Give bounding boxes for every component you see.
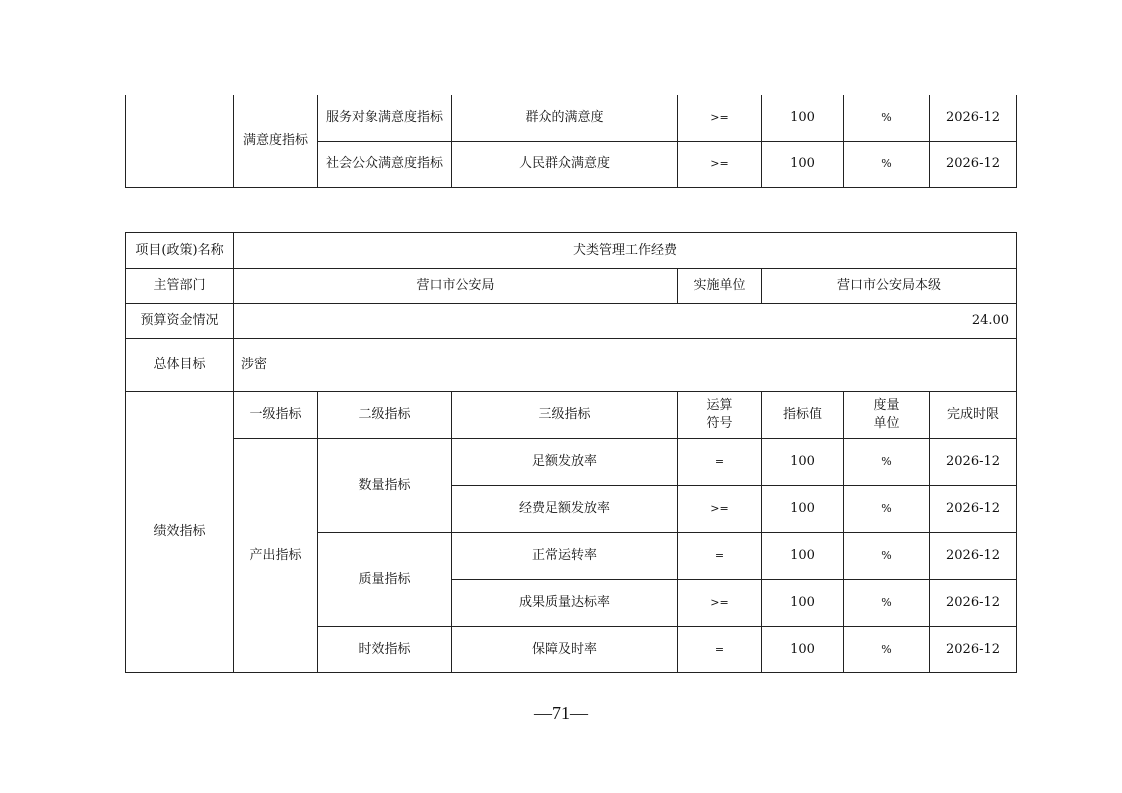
header-operator: 运算 符号 <box>678 392 762 439</box>
dept-label: 主管部门 <box>126 269 234 304</box>
output-level1: 产出指标 <box>234 439 318 673</box>
deadline-cell: 2026-12 <box>930 439 1017 486</box>
header-level2: 二级指标 <box>318 392 452 439</box>
value-cell: 100 <box>762 439 844 486</box>
operator-cell: = <box>678 439 762 486</box>
goal-value: 涉密 <box>234 339 1017 392</box>
indicator-cell: 经费足额发放率 <box>452 486 678 533</box>
deadline-cell: 2026-12 <box>930 486 1017 533</box>
dept-value: 营口市公安局 <box>234 269 678 304</box>
project-table <box>125 232 1017 673</box>
impl-label: 实施单位 <box>678 269 762 304</box>
indicator-cell: 保障及时率 <box>452 627 678 673</box>
unit-cell: % <box>844 486 930 533</box>
indicator-cell: 成果质量达标率 <box>452 580 678 627</box>
deadline-cell: 2026-12 <box>930 141 1017 187</box>
operator-cell: = <box>678 533 762 580</box>
unit-cell: % <box>844 439 930 486</box>
deadline-cell: 2026-12 <box>930 627 1017 673</box>
indicator-cell: 群众的满意度 <box>452 95 678 141</box>
header-value: 指标值 <box>762 392 844 439</box>
level3-cell: 社会公众满意度指标 <box>318 141 452 187</box>
header-level3: 三级指标 <box>452 392 678 439</box>
unit-cell: % <box>844 141 930 187</box>
header-level1: 一级指标 <box>234 392 318 439</box>
level3-cell: 服务对象满意度指标 <box>318 95 452 141</box>
satisfaction-level2: 满意度指标 <box>234 95 318 187</box>
goal-label: 总体目标 <box>126 339 234 392</box>
value-cell: 100 <box>762 486 844 533</box>
impl-value: 营口市公安局本级 <box>762 269 1017 304</box>
operator-cell: >= <box>678 141 762 187</box>
indicator-cell: 正常运转率 <box>452 533 678 580</box>
budget-value: 24.00 <box>234 304 1017 339</box>
operator-cell: >= <box>678 95 762 141</box>
unit-cell: % <box>844 580 930 627</box>
unit-cell: % <box>844 533 930 580</box>
indicator-cell: 人民群众满意度 <box>452 141 678 187</box>
time-group: 时效指标 <box>318 627 452 673</box>
project-name-value: 犬类管理工作经费 <box>234 233 1017 269</box>
budget-label: 预算资金情况 <box>126 304 234 339</box>
operator-cell: >= <box>678 580 762 627</box>
header-unit: 度量 单位 <box>844 392 930 439</box>
header-deadline: 完成时限 <box>930 392 1017 439</box>
unit-cell: % <box>844 627 930 673</box>
perf-label: 绩效指标 <box>126 392 234 673</box>
deadline-cell: 2026-12 <box>930 580 1017 627</box>
value-cell: 100 <box>762 627 844 673</box>
unit-cell: % <box>844 95 930 141</box>
value-cell: 100 <box>762 533 844 580</box>
value-cell: 100 <box>762 95 844 141</box>
quality-group: 质量指标 <box>318 533 452 627</box>
value-cell: 100 <box>762 580 844 627</box>
deadline-cell: 2026-12 <box>930 95 1017 141</box>
value-cell: 100 <box>762 141 844 187</box>
operator-cell: >= <box>678 486 762 533</box>
page-number: —71— <box>534 703 588 723</box>
satisfaction-table <box>125 95 1017 188</box>
operator-cell: = <box>678 627 762 673</box>
project-name-label: 项目(政策)名称 <box>126 233 234 269</box>
quantity-group: 数量指标 <box>318 439 452 533</box>
deadline-cell: 2026-12 <box>930 533 1017 580</box>
empty-level1-cell <box>126 95 234 187</box>
indicator-cell: 足额发放率 <box>452 439 678 486</box>
